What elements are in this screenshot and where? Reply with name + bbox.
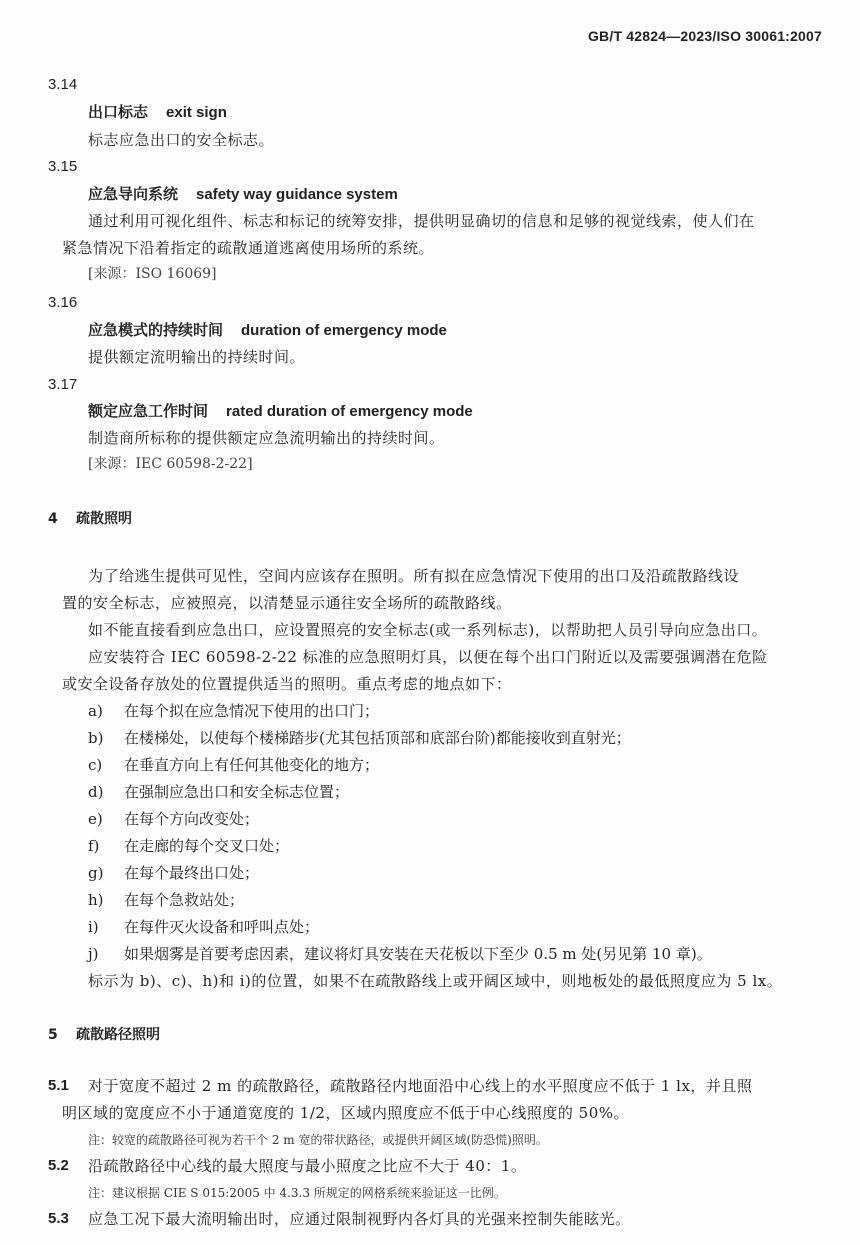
list-item: [88, 810, 259, 828]
list-item: [88, 891, 244, 909]
clause-number: 3.15: [48, 158, 78, 175]
list-marker: j): [88, 945, 99, 963]
term-chinese: 出口标志: [88, 103, 149, 121]
list-marker: g): [88, 864, 104, 882]
note: 注：建议根据 CIE S 015:2005 中 4.3.3 所规定的网格系统来验证这一比例。: [88, 1186, 506, 1200]
section-title: 疏散路径照明: [76, 1027, 160, 1043]
paragraph-line: 沿疏散路径中心线的最大照度与最小照度之比应不大于 40：1。: [88, 1157, 527, 1175]
list-marker: a): [88, 702, 103, 720]
paragraph-line: 明区域的宽度应不小于通道宽度的 1/2，区域内照度应不低于中心线照度的 50%。: [62, 1104, 630, 1122]
term-chinese: 额定应急工作时间: [88, 402, 209, 420]
term-heading: [88, 402, 473, 421]
list-marker: e): [88, 810, 103, 828]
list-marker: b): [88, 729, 104, 747]
standard-code-header: GB/T 42824—2023/ISO 30061:2007: [587, 28, 822, 44]
paragraph-line: 对于宽度不超过 2 m 的疏散路径，疏散路径内地面沿中心线上的水平照度应不低于 1 lx，并且照: [88, 1077, 753, 1095]
term-chinese: 应急导向系统: [88, 185, 179, 203]
list-item-text: 在每件灭火设备和呼叫点处；: [124, 918, 320, 936]
list-item-text: 在强制应急出口和安全标志位置；: [124, 783, 350, 801]
clause-number: 5.3: [48, 1210, 69, 1227]
section-heading: [48, 511, 132, 528]
term-heading: [88, 185, 398, 204]
section-number: 5: [48, 1027, 58, 1043]
list-item: [88, 702, 379, 720]
section-title: 疏散照明: [76, 511, 132, 527]
list-marker: i): [88, 918, 99, 936]
list-item: [88, 918, 319, 936]
paragraph-line: 置的安全标志，应被照亮，以清楚显示通往安全场所的疏散路线。: [62, 594, 512, 612]
section-number: 4: [48, 511, 58, 527]
list-marker: c): [88, 756, 103, 774]
definition-text: 提供额定流明输出的持续时间。: [88, 348, 306, 366]
list-item-text: 在走廊的每个交叉口处；: [124, 837, 290, 855]
definition-source: [来源：IEC 60598-2-22]: [88, 456, 253, 472]
list-item: [88, 864, 259, 882]
clause-number: 3.17: [48, 376, 78, 393]
section-heading: [48, 1027, 160, 1044]
clause-number: 3.16: [48, 294, 78, 311]
list-marker: f): [88, 837, 100, 855]
clause-number: 5.2: [48, 1157, 69, 1174]
definition-text: 紧急情况下沿着指定的疏散通道逃离使用场所的系统。: [62, 239, 435, 257]
list-item: [88, 783, 349, 801]
term-heading: [88, 103, 227, 122]
list-item-text: 在每个方向改变处；: [124, 810, 260, 828]
list-item-text: 在每个急救站处；: [124, 891, 245, 909]
definition-text: 通过利用可视化组件、标志和标记的统筹安排，提供明显确切的信息和足够的视觉线索，使人们在: [88, 212, 755, 230]
note: 注：较宽的疏散路径可视为若干个 2 m 宽的带状路径，或提供开阔区域(防恐慌)照明。: [88, 1133, 548, 1147]
list-marker: d): [88, 783, 104, 801]
definition-text: 标志应急出口的安全标志。: [88, 131, 275, 149]
list-item: [88, 729, 631, 747]
term-chinese: 应急模式的持续时间: [88, 321, 224, 339]
paragraph-line: 或安全设备存放处的位置提供适当的照明。重点考虑的地点如下：: [62, 675, 512, 693]
clause-number: 5.1: [48, 1077, 69, 1094]
list-item-text: 如果烟雾是首要考虑因素，建议将灯具安装在天花板以下至少 0.5 m 处(另见第 10 章)。: [124, 945, 712, 963]
list-item: [88, 837, 289, 855]
list-item: [88, 756, 379, 774]
clause-number: 3.14: [48, 76, 78, 93]
list-item: [88, 945, 712, 963]
paragraph-line: 应急工况下最大流明输出时，应通过限制视野内各灯具的光强来控制失能眩光。: [88, 1210, 631, 1228]
list-item-text: 在每个最终出口处；: [124, 864, 260, 882]
term-english: duration of emergency mode: [241, 322, 447, 339]
paragraph-line: 应安装符合 IEC 60598-2-22 标准的应急照明灯具，以便在每个出口门附近以及需要强调潜在危险: [88, 648, 768, 666]
term-english: exit sign: [166, 104, 227, 121]
term-heading: [88, 321, 447, 340]
list-marker: h): [88, 891, 104, 909]
term-english: safety way guidance system: [196, 186, 398, 203]
paragraph-line: 标示为 b)、c)、h)和 i)的位置，如果不在疏散路线上或开阔区域中，则地板处的最低照度应为 5 lx。: [88, 972, 783, 990]
paragraph-line: 如不能直接看到应急出口，应设置照亮的安全标志(或一系列标志)，以帮助把人员引导向应急出口。: [88, 621, 768, 639]
paragraph-line: 为了给逃生提供可见性，空间内应该存在照明。所有拟在应急情况下使用的出口及沿疏散路线设: [88, 567, 740, 585]
definition-text: 制造商所标称的提供额定应急流明输出的持续时间。: [88, 429, 445, 447]
list-item-text: 在垂直方向上有任何其他变化的地方；: [124, 756, 380, 774]
definition-source: [来源：ISO 16069]: [88, 266, 217, 282]
list-item-text: 在楼梯处，以使每个楼梯踏步(尤其包括顶部和底部台阶)都能接收到直射光；: [124, 729, 631, 747]
term-english: rated duration of emergency mode: [226, 403, 473, 420]
list-item-text: 在每个拟在应急情况下使用的出口门；: [124, 702, 380, 720]
